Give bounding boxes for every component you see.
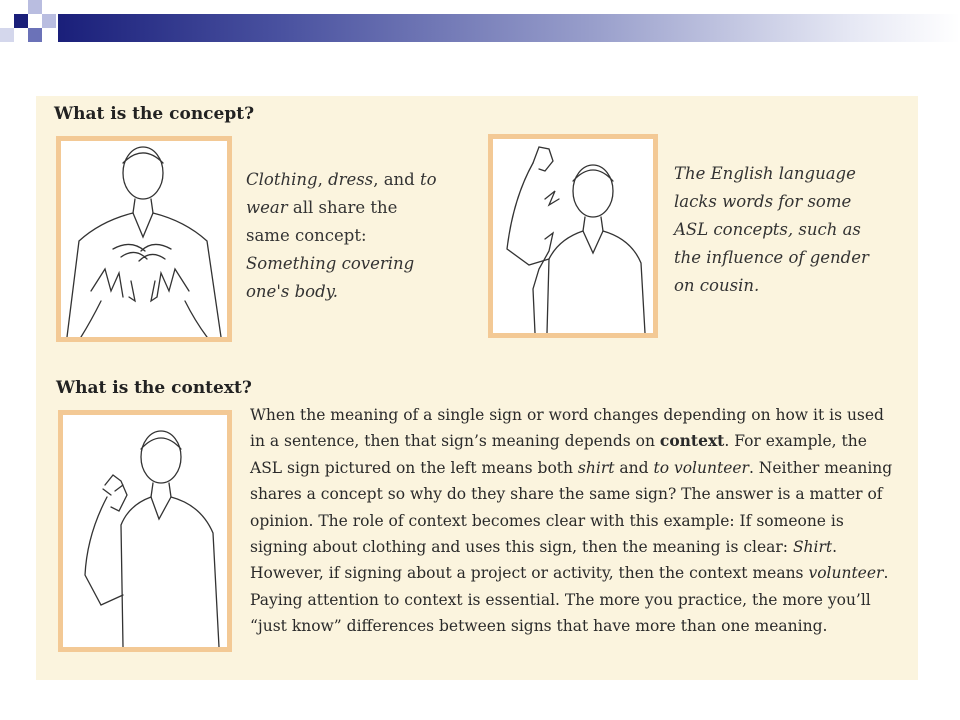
caption-run: , <box>317 170 329 189</box>
header-square-mid-2 <box>28 28 42 42</box>
scanned-page <box>36 96 918 680</box>
caption-run: , and <box>373 170 420 189</box>
cousin-caption: The English language lacks words for some ASL concepts, such as the influence of gender on cousin. <box>674 164 869 295</box>
context-heading: What is the context? <box>56 378 252 398</box>
clothing-sign-illustration <box>56 136 232 342</box>
cousin-sign-illustration <box>488 134 658 338</box>
paragraph-run: context <box>659 431 725 451</box>
header-square-light <box>42 14 56 28</box>
shirt-volunteer-sign-illustration <box>58 410 232 652</box>
caption-run: dress <box>328 170 374 189</box>
paragraph-run: . Paying attention to context is essential. The more you practice, the more you’ll “just know” differences between signs that have more than one meaning. <box>250 564 889 636</box>
caption-run: Clothing <box>246 170 318 189</box>
paragraph-run: volunteer <box>808 564 884 583</box>
paragraph-run: Shirt <box>792 538 833 557</box>
header-square-dark <box>14 14 28 28</box>
caption-run: Something covering one's body. <box>246 254 415 301</box>
context-paragraph <box>250 402 900 640</box>
paragraph-run: and <box>614 458 654 477</box>
caption-run: all share the same concept: <box>246 198 398 245</box>
paragraph-run: shirt <box>577 458 615 477</box>
paragraph-run: . However, if signing about a project or activity, then the context means <box>250 538 838 583</box>
header-square-mid <box>28 0 42 14</box>
header-square-light-2 <box>0 28 14 42</box>
paragraph-run: . For example, the ASL sign pictured on the left means both <box>250 432 867 477</box>
header-gradient-bar <box>58 14 960 42</box>
caption-run: to wear <box>246 170 437 217</box>
paragraph-run: When the meaning of a single sign or word changes depending on how it is used in a sentence, then that sign’s meaning depends on <box>250 406 884 451</box>
clothing-caption <box>246 166 446 306</box>
paragraph-run: to volunteer <box>653 458 749 477</box>
concept-heading: What is the concept? <box>54 104 255 124</box>
paragraph-run: . Neither meaning shares a concept so why do they share the same sign? The answer is a matter of opinion. The role of context becomes clear with this example: If someone is signing about clothing and uses this sign, then the meaning is clear: <box>250 458 893 557</box>
